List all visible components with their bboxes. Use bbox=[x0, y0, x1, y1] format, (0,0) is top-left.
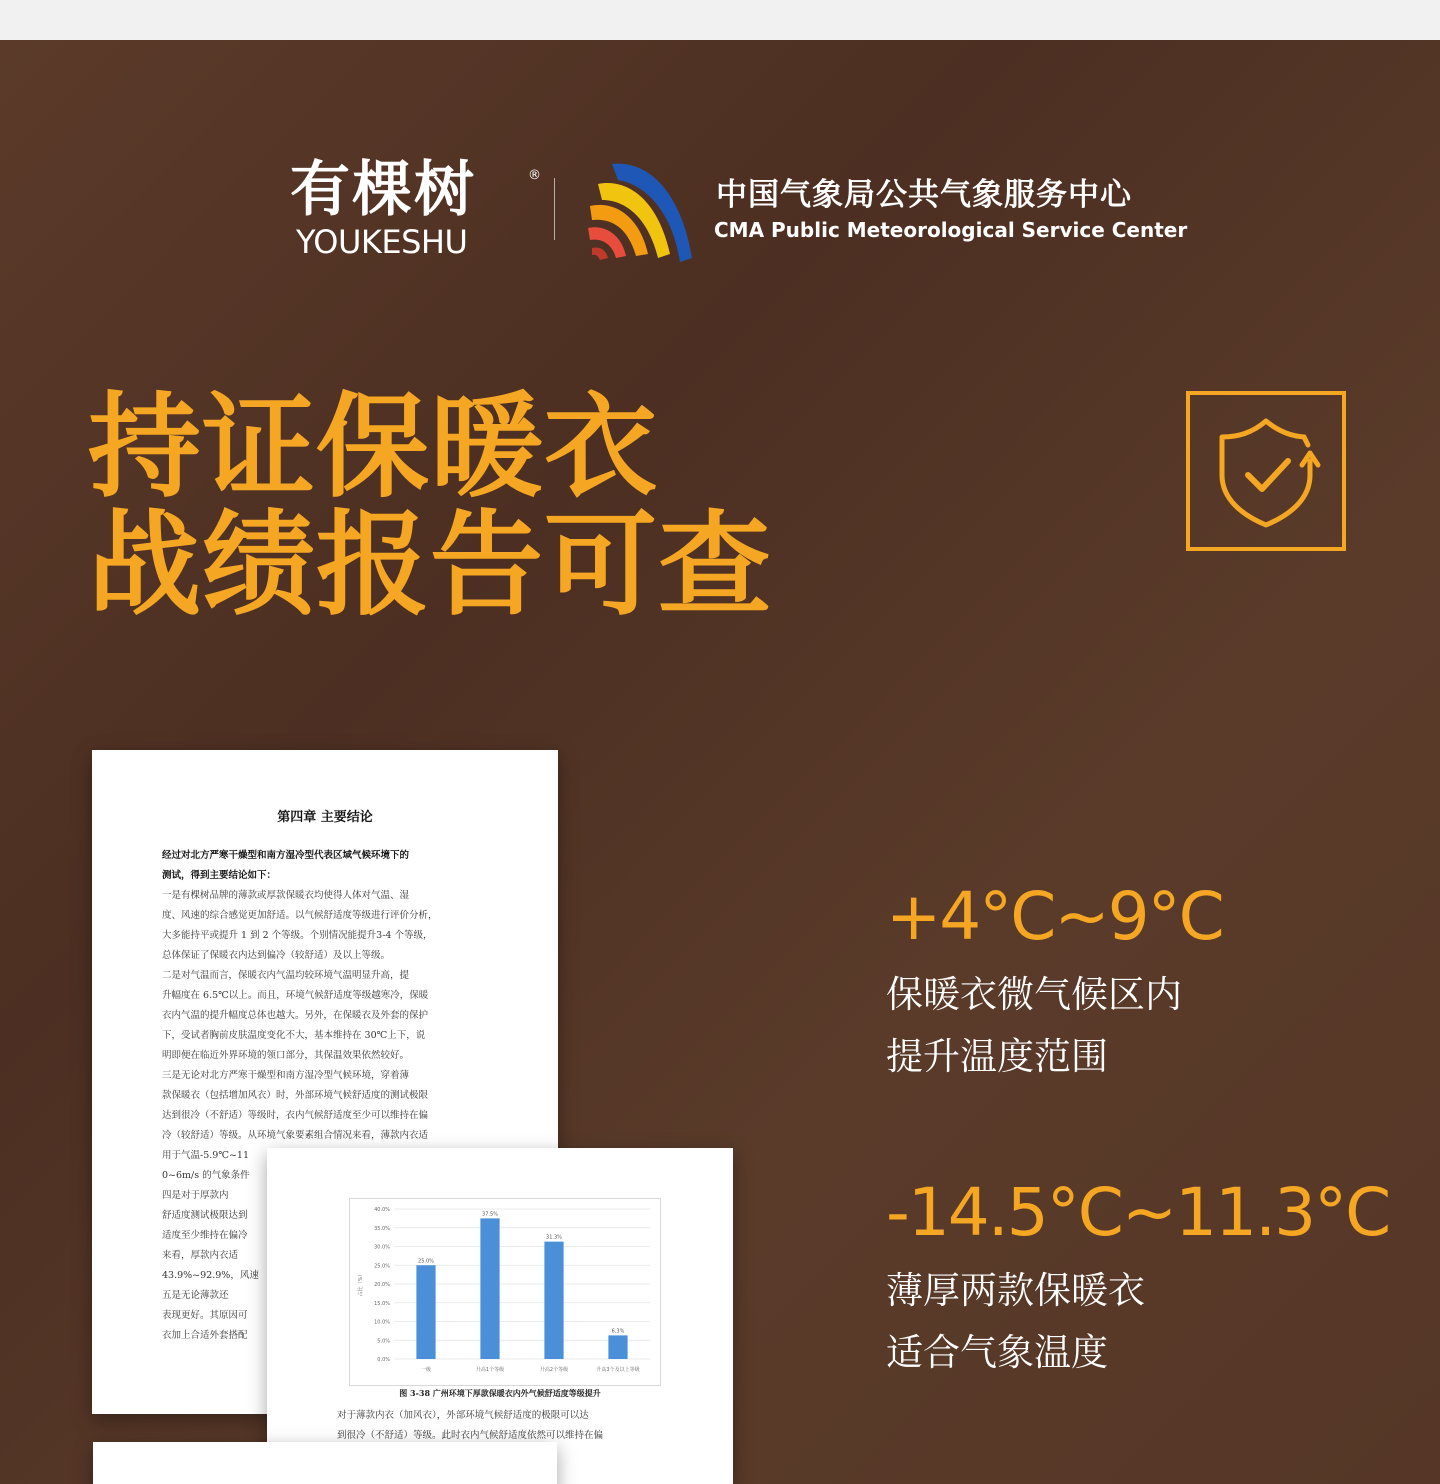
stat-1-line-2: 提升温度范围 bbox=[886, 1035, 1108, 1078]
report-paragraph-4: 四是对于厚款内 舒适度测试极限达到 适度至少维持在偏冷 来看，厚款内衣适 43.9%~92.9%，风速 bbox=[162, 1190, 259, 1281]
stat-1-value: +4°C~9°C bbox=[886, 878, 1223, 955]
headline bbox=[88, 381, 772, 631]
report-paragraph-1: 一是有棵树品牌的薄款或厚款保暖衣均使得人体对气温、湿 度、风速的综合感觉更加舒适。以气候舒适度等级进行评价分析， 大多能持平或提升 1 到 2 个等级。个别情况能提升3-4 个等级， 总体保证了保暖衣内达到偏冷（较舒适）及以上等级。 bbox=[162, 890, 438, 961]
bar bbox=[544, 1242, 563, 1359]
logo-divider bbox=[554, 178, 555, 240]
bar-data-label: 25.0% bbox=[418, 1258, 434, 1265]
stat-2-line-2: 适合气象温度 bbox=[886, 1331, 1108, 1374]
stat-2-description bbox=[886, 1260, 1145, 1384]
bar-chart bbox=[350, 1199, 660, 1385]
brand-logo-cn: 有棵树 bbox=[290, 155, 476, 225]
cma-emblem-icon bbox=[582, 158, 698, 266]
x-tick-label: 升高1个等级 bbox=[475, 1367, 505, 1373]
y-tick-label: 25.0% bbox=[374, 1263, 390, 1270]
y-tick-label: 20.0% bbox=[374, 1282, 390, 1288]
top-strip bbox=[0, 0, 1440, 40]
stat-1-description bbox=[886, 964, 1182, 1088]
bar bbox=[416, 1265, 435, 1359]
y-tick-label: 40.0% bbox=[374, 1207, 390, 1213]
certified-badge bbox=[1186, 391, 1346, 551]
bar-data-label: 37.5% bbox=[482, 1211, 498, 1218]
y-axis-label: 占比（%） bbox=[358, 1271, 364, 1297]
shield-check-icon bbox=[1190, 395, 1342, 547]
registered-mark: ® bbox=[528, 168, 541, 183]
report-paragraph-3: 三是无论对北方严寒干燥型和南方湿冷型气候环境，穿着薄 款保暖衣（包括增加风衣）时，外部环境气候舒适度的测试极限 达到很冷（不舒适）等级时，衣内气候舒适度至少可以维持在偏 冷（较舒适）等级。从环境气象要素组合情况来看，薄款内衣适 用于气温-5.9℃~11 0~6m/s 的气象条件 bbox=[162, 1070, 429, 1181]
x-tick-label: 升高3个及以上等级 bbox=[596, 1367, 640, 1373]
bar-data-label: 31.3% bbox=[546, 1234, 562, 1241]
report-intro: 经过对北方严寒干燥型和南方湿冷型代表区域气候环境下的 测试，得到主要结论如下： bbox=[162, 850, 410, 881]
bar bbox=[608, 1335, 627, 1359]
hero-panel bbox=[0, 40, 1440, 1484]
y-tick-label: 35.0% bbox=[374, 1225, 390, 1232]
brand-logo-en: YOUKESHU bbox=[296, 223, 468, 261]
report-paragraph-5: 五是无论薄款还 表现更好。其原因可 衣加上合适外套搭配 bbox=[162, 1290, 248, 1341]
y-tick-label: 0.0% bbox=[377, 1357, 390, 1363]
x-tick-label: 一级 bbox=[420, 1367, 432, 1373]
report-page-partial bbox=[93, 1442, 557, 1484]
bar-data-label: 6.3% bbox=[611, 1328, 625, 1335]
chart-frame bbox=[349, 1198, 661, 1386]
chart-caption: 图 3-38 广州环境下厚款保暖衣内外气候舒适度等级提升 bbox=[399, 1388, 601, 1398]
y-tick-label: 10.0% bbox=[374, 1319, 390, 1326]
headline-line-2: 战绩报告可查 bbox=[88, 499, 772, 631]
stat-2-line-1: 薄厚两款保暖衣 bbox=[886, 1269, 1145, 1312]
y-tick-label: 5.0% bbox=[377, 1338, 390, 1345]
stat-1-line-1: 保暖衣微气候区内 bbox=[886, 973, 1182, 1016]
report-page-chart bbox=[267, 1148, 733, 1484]
y-tick-label: 15.0% bbox=[374, 1300, 390, 1307]
chart-page-text: 对于薄款内衣（加风衣），外部环境气候舒适度的极限可以达 到很冷（不舒适）等级。此时衣内气候舒适度依然可以维持在偏 bbox=[337, 1410, 604, 1441]
report-paragraph-2: 二是对气温而言，保暖衣内气温均较环境气温明显升高，提 升幅度在 6.5℃以上。而且，环境气候舒适度等级越寒冷，保暖 衣内气温的提升幅度总体也越大。另外，在保暖衣及外套的保护 下，受试者胸前皮肤温度变化不大，基本维持在 30℃上下，说 明即便在临近外界环境的领口部分，其保温效果依然较好。 bbox=[162, 970, 429, 1061]
partner-name-cn: 中国气象局公共气象服务中心 bbox=[716, 177, 1132, 213]
y-tick-label: 30.0% bbox=[374, 1244, 390, 1251]
stat-2-value: -14.5°C~11.3°C bbox=[886, 1174, 1390, 1251]
bar bbox=[480, 1218, 499, 1359]
partner-name-en: CMA Public Meteorological Service Center bbox=[714, 218, 1188, 242]
headline-line-1: 持证保暖衣 bbox=[88, 381, 658, 513]
report-title: 第四章 主要结论 bbox=[277, 810, 373, 825]
x-tick-label: 升高2个等级 bbox=[539, 1367, 569, 1373]
